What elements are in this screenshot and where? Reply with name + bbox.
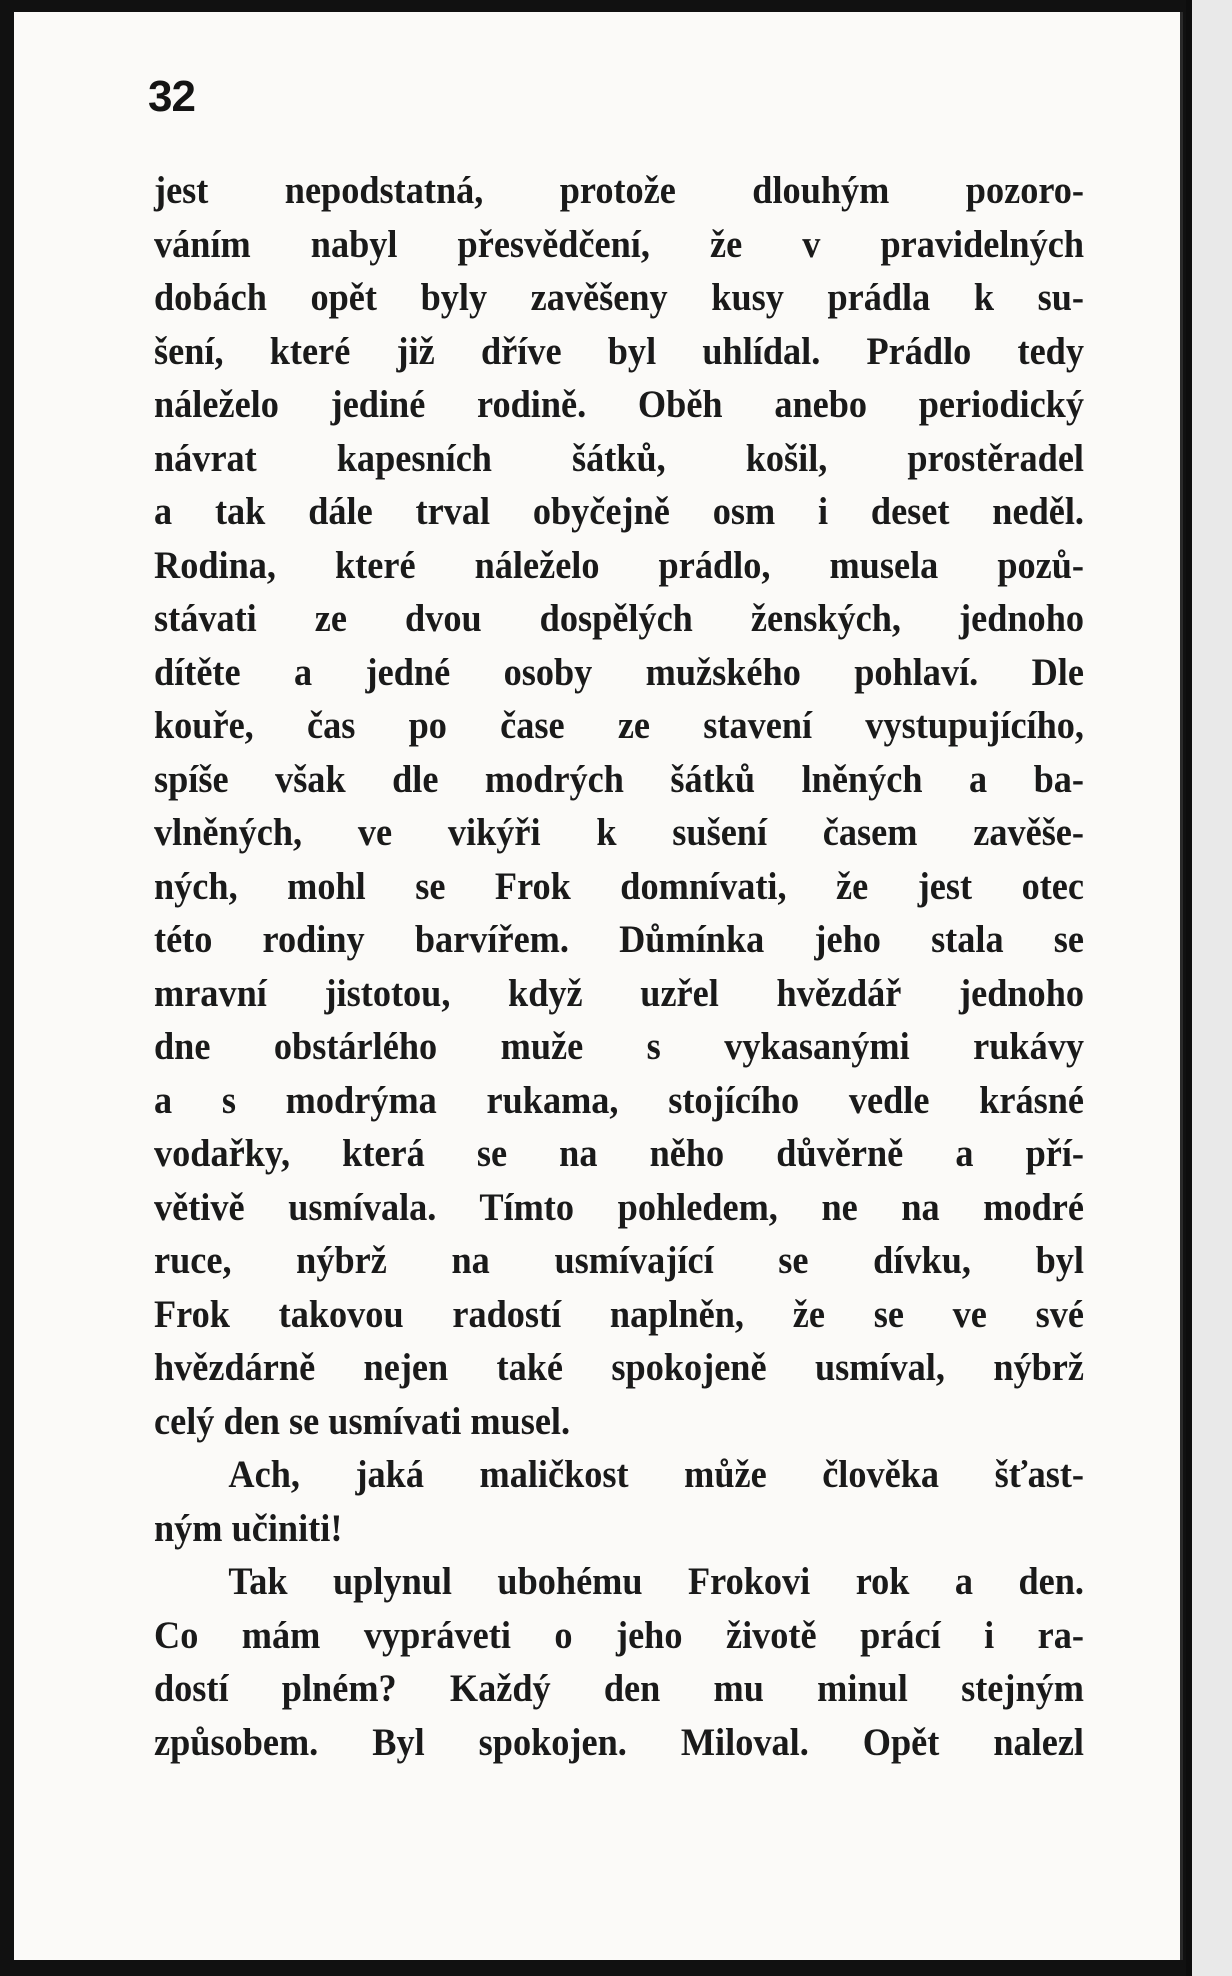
text-line: dne obstárlého muže s vykasanými rukávy xyxy=(154,1025,1084,1068)
text-line: a s modrýma rukama, stojícího vedle krásné xyxy=(154,1078,1084,1122)
text-line: Ach, jaká maličkost může člověka šťast- xyxy=(228,1453,1084,1496)
text-line: stávati ze dvou dospělých ženských, jednoho xyxy=(154,597,1084,640)
text-line: Rodina, které náleželo prádlo, musela pozů- xyxy=(154,543,1084,587)
text-line: dobách opět byly zavěšeny kusy prádla k su- xyxy=(154,276,1084,319)
text-line: a tak dále trval obyčejně osm i deset neděl. xyxy=(154,490,1084,533)
text-line: vodařky, která se na něho důvěrně a pří- xyxy=(154,1132,1084,1175)
text-line: způsobem. Byl spokojen. Miloval. Opět nalezl xyxy=(154,1720,1084,1764)
text-line: větivě usmívala. Tímto pohledem, ne na modré xyxy=(154,1185,1084,1229)
text-line: ných, mohl se Frok domnívati, že jest otec xyxy=(154,864,1084,908)
text-line: hvězdárně nejen také spokojeně usmíval, nýbrž xyxy=(154,1346,1084,1389)
text-line: Frok takovou radostí naplněn, že se ve své xyxy=(154,1292,1084,1336)
text-line: mravní jistotou, když uzřel hvězdář jednoho xyxy=(154,971,1084,1015)
text-line: vlněných, ve vikýři k sušení časem zavěše- xyxy=(154,811,1084,854)
text-line: Tak uplynul ubohému Frokovi rok a den. xyxy=(228,1560,1084,1603)
text-line: návrat kapesních šátků, košil, prostěradel xyxy=(154,436,1084,480)
text-line: šení, které již dříve byl uhlídal. Prádlo tedy xyxy=(154,329,1084,373)
text-line: Co mám vypráveti o jeho životě prácí i ra- xyxy=(154,1613,1084,1657)
text-line: ným učiniti! xyxy=(154,1506,343,1550)
text-line: dostí plném? Každý den mu minul stejným xyxy=(154,1667,1084,1710)
text-line: celý den se usmívati musel. xyxy=(154,1399,571,1443)
page-number: 32 xyxy=(148,72,195,121)
text-line: ruce, nýbrž na usmívající se dívku, byl xyxy=(154,1239,1084,1282)
text-line: náleželo jediné rodině. Oběh anebo periodický xyxy=(154,383,1084,426)
text-line: spíše však dle modrých šátků lněných a ba- xyxy=(154,757,1084,801)
text-line: dítěte a jedné osoby mužského pohlaví. Dle xyxy=(154,650,1084,694)
body-text xyxy=(154,164,1084,1769)
text-line: této rodiny barvířem. Důmínka jeho stala se xyxy=(154,918,1084,961)
text-line: váním nabyl přesvědčení, že v pravidelných xyxy=(154,222,1084,266)
text-line: jest nepodstatná, protože dlouhým pozoro- xyxy=(154,169,1084,212)
adjacent-page-edge xyxy=(1186,0,1232,1976)
text-line: kouře, čas po čase ze stavení vystupujícího, xyxy=(154,704,1084,747)
